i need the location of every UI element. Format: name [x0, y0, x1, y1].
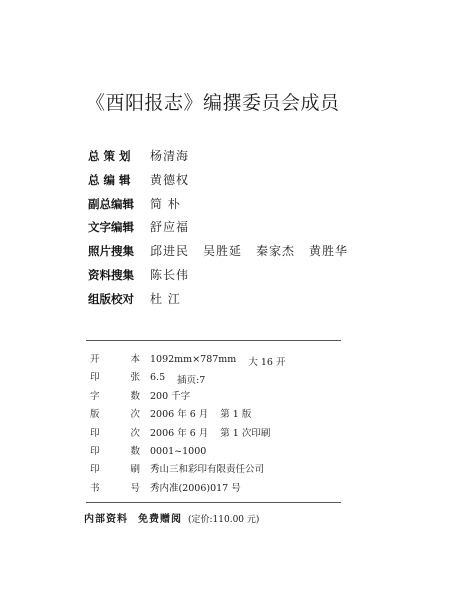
committee-names: [150, 290, 195, 307]
publication-value: 第 1 次印刷: [220, 427, 271, 439]
publication-row: [90, 388, 370, 406]
publication-values: [150, 372, 217, 386]
committee-names: [150, 218, 203, 235]
footer-free-label: 免费赠阅: [138, 514, 182, 525]
publication-row: [90, 406, 370, 424]
publication-row: [90, 480, 370, 498]
committee-row: [88, 242, 418, 266]
committee-role: 组版校对: [88, 291, 134, 306]
committee-role: 总 编 辑: [88, 172, 131, 187]
footer: [84, 510, 259, 525]
committee-member-name: 黄德权: [150, 172, 190, 187]
committee-member-name: 陈长伟: [150, 267, 190, 282]
publication-value: 0001~1000: [150, 445, 207, 457]
publication-values: [150, 388, 202, 402]
publication-row: [90, 369, 370, 387]
committee-row: [88, 218, 418, 242]
publication-label: 印数: [90, 445, 140, 457]
committee-row: [88, 290, 418, 314]
committee-role: 资料搜集: [88, 267, 134, 282]
committee-names: [150, 266, 203, 283]
publication-row: [90, 443, 370, 461]
committee-row: [88, 147, 418, 171]
publication-info: [90, 351, 370, 498]
committee-names: [150, 242, 362, 259]
page-title: 《酉阳报志》编撰委员会成员: [86, 92, 340, 114]
committee-role: 总 策 划: [88, 149, 131, 163]
divider-top: [86, 340, 341, 341]
publication-value: 秀内准(2006)017 号: [150, 482, 241, 494]
publication-value: 2006 年 6 月: [150, 409, 209, 421]
publication-value: 200 千字: [150, 390, 191, 402]
publication-value: 插页:7: [177, 375, 206, 387]
publication-label: 印刷: [90, 464, 140, 476]
committee-names: [150, 147, 203, 164]
committee-member-name: 秦家杰: [256, 244, 296, 259]
publication-values: [150, 480, 253, 494]
footer-internal-label: 内部资料: [84, 514, 128, 525]
publication-row: [90, 351, 370, 369]
publication-value: 大 16 开: [248, 357, 286, 368]
publication-values: [150, 446, 218, 457]
publication-label: 书号: [90, 482, 140, 494]
committee-list: [88, 147, 418, 314]
committee-row: [88, 171, 418, 195]
committee-member-name: 吴胜延: [203, 244, 243, 259]
publication-label: 版次: [90, 409, 140, 421]
publication-values: [150, 406, 263, 420]
publication-value: 秀山三和彩印有限责任公司: [150, 464, 265, 476]
publication-values: [150, 425, 282, 439]
committee-member-name: 邱进民: [150, 244, 190, 259]
committee-role: 副总编辑: [88, 196, 134, 211]
publication-value: 第 1 版: [220, 409, 252, 421]
publication-label: 字数: [90, 390, 140, 402]
committee-role: 文字编辑: [88, 220, 134, 235]
publication-values: [150, 461, 276, 475]
committee-member-name: 简 朴: [150, 196, 181, 211]
publication-values: [150, 354, 297, 368]
committee-names: [150, 195, 195, 212]
committee-row: [88, 195, 418, 219]
publication-value: 6.5: [150, 372, 166, 384]
footer-price: (定价:110.00 元): [188, 515, 260, 525]
publication-value: 2006 年 6 月: [150, 427, 209, 439]
publication-label: 开本: [90, 354, 140, 365]
publication-row: [90, 425, 370, 443]
publication-row: [90, 461, 370, 479]
publication-label: 印张: [90, 372, 140, 384]
committee-member-name: 杜 江: [150, 291, 181, 306]
publication-label: 印次: [90, 427, 140, 439]
committee-role: 照片搜集: [88, 244, 134, 259]
committee-row: [88, 266, 418, 290]
committee-names: [150, 171, 203, 188]
divider-bottom: [86, 502, 341, 503]
committee-member-name: 舒应福: [150, 220, 190, 235]
committee-member-name: 黄胜华: [309, 244, 349, 259]
publication-value: 1092mm×787mm: [150, 354, 237, 365]
committee-member-name: 杨清海: [150, 149, 190, 163]
